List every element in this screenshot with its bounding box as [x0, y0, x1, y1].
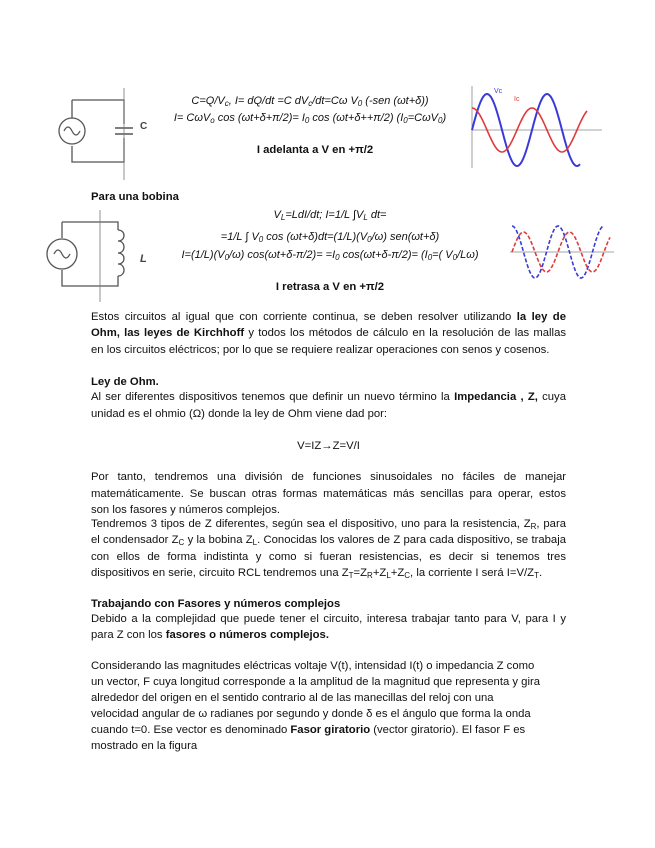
- bold-text: Trabajando con Fasores y números complejos: [91, 598, 341, 610]
- text-segment: =Z: [353, 567, 368, 579]
- text-segment: cuando t=0. Ese vector es denominado: [91, 724, 291, 736]
- text-segment: L: [252, 538, 258, 547]
- coil-waveform-graph: [504, 218, 614, 288]
- text-segment: =( V: [432, 249, 453, 261]
- text-segment: T: [348, 571, 354, 580]
- paragraph-line: [91, 566, 566, 583]
- text-segment: V: [273, 209, 281, 221]
- bold-text: la ley de: [516, 311, 566, 323]
- paragraph-line: [91, 659, 566, 673]
- text-segment: Debido a la complejidad que puede tener el circuito, interesa trabajar tanto para V, para I y: [91, 613, 566, 625]
- text-segment: Por tanto, tendremos una división de funciones sinusoidales no fáciles de manejar: [91, 471, 566, 483]
- text-segment: Tendremos 3 tipos de Z diferentes, según sea el dispositivo, uno para la resistencia, Z: [91, 518, 531, 530]
- capacitor-label: C: [140, 121, 148, 132]
- text-segment: (-sen (ωt+δ)): [362, 95, 429, 107]
- paragraph-line: [91, 723, 566, 737]
- coil-heading: [91, 190, 566, 204]
- text-segment: 0: [224, 253, 230, 262]
- paragraph-line: [91, 691, 566, 705]
- text-segment: 0: [427, 253, 433, 262]
- paragraph-line: [91, 470, 566, 484]
- paragraph-line: [91, 310, 566, 324]
- text-segment: mostrado en la figura: [91, 740, 198, 752]
- text-segment: Estos circuitos al igual que con corriente continua, se deben resolver utilizando: [91, 311, 517, 323]
- paragraph-line: [91, 628, 566, 642]
- text-segment: T: [534, 571, 539, 580]
- text-segment: (vector giratorio). El fasor F es: [370, 724, 526, 736]
- text-segment: velocidad angular de ω radianes por segundo y donde δ es el ángulo que forma la onda: [91, 708, 531, 720]
- text-segment: el condensador Z: [91, 534, 179, 546]
- text-segment: dispositivos en serie, circuito RCL tendremos una Z: [91, 567, 349, 579]
- text-segment: 0: [367, 235, 372, 244]
- section-heading-ohm: [91, 375, 566, 389]
- text-segment: cos (ωt+δ++π/2) (I: [309, 112, 404, 124]
- bold-text: Impedancia , Z,: [454, 391, 538, 403]
- text-segment: cos(ωt+δ-π/2)= (I: [339, 249, 428, 261]
- text-segment: 0: [258, 235, 264, 244]
- paragraph-line: [91, 675, 566, 689]
- text-segment: V=IZ→Z=V/I: [297, 440, 360, 452]
- text-segment: y la bobina Z: [184, 534, 253, 546]
- capacitor-waveform-graph: [462, 84, 602, 168]
- text-segment: , I= dQ/dt =C dV: [228, 95, 309, 107]
- text-segment: +Z: [390, 567, 405, 579]
- text-segment: =CωV: [407, 112, 438, 124]
- capacitor-equation-2: [150, 111, 470, 128]
- text-segment: c: [308, 99, 313, 108]
- capacitor-circuit-diagram: [52, 88, 162, 180]
- text-segment: cos (ωt+δ+π/2)= I: [214, 112, 305, 124]
- text-segment: C: [404, 571, 411, 580]
- text-segment: . Conocidas los valores de Z para cada dispositivo, se trabaja: [257, 534, 566, 546]
- text-segment: 0: [452, 253, 458, 262]
- capacitor-equation-1: [150, 94, 470, 111]
- graph-label-ic: Ic: [514, 96, 520, 103]
- coil-conclusion: [190, 280, 470, 294]
- bold-text: Fasor giratorio: [290, 724, 371, 736]
- text-segment: c: [224, 99, 229, 108]
- text-segment: para Z con los: [91, 629, 166, 641]
- paragraph-line: [91, 533, 566, 550]
- text-segment: unidad es el ohmio (Ω) donde la ley de Ohm viene dad por:: [91, 408, 388, 420]
- text-segment: , la corriente I será I=V/Z: [410, 567, 535, 579]
- text-segment: matemáticamente. Se buscan otras formas matemáticas más sencillas para operar, estos: [91, 488, 566, 500]
- graph-label-vc: Vc: [494, 88, 503, 95]
- text-segment: Considerando las magnitudes eléctricas voltaje V(t), intensidad I(t) o impedancia Z como: [91, 660, 535, 672]
- text-segment: 0: [357, 99, 363, 108]
- text-segment: Al ser diferentes dispositivos tenemos que definir un nuevo término la: [91, 391, 455, 403]
- text-segment: con ellos de forma indistinta y como si fueran resistencias, es decir si tenemos tres: [91, 551, 566, 563]
- bold-text: Ohm, las leyes de Kirchhoff: [91, 327, 245, 339]
- paragraph-line: [91, 612, 566, 626]
- paragraph-line: [91, 707, 566, 721]
- paragraph-line: [91, 503, 566, 517]
- paragraph-line: [91, 487, 566, 501]
- ohm-law-formula: [91, 439, 566, 453]
- paragraph-line: [91, 517, 566, 534]
- coil-circuit-diagram: [40, 210, 155, 302]
- bold-text: Ley de Ohm.: [91, 376, 159, 388]
- section-heading-phasors: [91, 597, 566, 611]
- text-segment: C: [178, 538, 185, 547]
- text-segment: 0: [304, 116, 310, 125]
- bold-text: I adelanta a V en +π/2: [256, 144, 374, 156]
- text-segment: R: [367, 571, 373, 580]
- bold-text: fasores o números complejos.: [165, 629, 329, 641]
- text-segment: I=(1/L)(V: [181, 249, 225, 261]
- text-segment: y todos los métodos de cálculo en la resolución de las mallas: [244, 327, 566, 339]
- paragraph-line: [91, 343, 566, 357]
- text-segment: R: [530, 522, 537, 531]
- text-segment: dt=: [367, 209, 387, 221]
- text-segment: 0: [403, 116, 408, 125]
- coil-equation-1: [180, 208, 480, 225]
- text-segment: /ω) sen(ωt+δ): [371, 231, 440, 243]
- text-segment: +Z: [372, 567, 387, 579]
- text-segment: ): [442, 112, 447, 124]
- text-segment: alrededor del origen en el sentido contrario al de las manecillas del reloj con una: [91, 692, 494, 704]
- paragraph-line: [91, 326, 566, 340]
- text-segment: /Lω): [457, 249, 479, 261]
- text-segment: cos (ωt+δ)dt=(1/L)(V: [263, 231, 368, 243]
- text-segment: /dt=Cω V: [312, 95, 358, 107]
- text-segment: L: [386, 571, 391, 580]
- paragraph-line: [91, 407, 566, 421]
- paragraph-line: [91, 390, 566, 404]
- text-segment: /ω) cos(ωt+δ-π/2)= =I: [229, 249, 336, 261]
- coil-label: L: [140, 253, 147, 265]
- bold-text: Para una bobina: [91, 191, 179, 203]
- text-segment: son los fasores y números complejos.: [91, 504, 280, 516]
- text-segment: 0: [438, 116, 443, 125]
- text-segment: en los circuitos eléctricos; por lo que se requiere realizar operaciones con senos y cosenos.: [91, 344, 550, 356]
- text-segment: L: [280, 213, 286, 222]
- text-segment: un vector, F cuya longitud corresponde a la amplitud de la magnitud que representa y gira: [91, 676, 541, 688]
- text-segment: =1/L ∫ V: [220, 231, 259, 243]
- text-segment: cuya: [537, 391, 566, 403]
- text-segment: o: [210, 116, 215, 125]
- coil-equation-3: [160, 248, 500, 265]
- paragraph-line: [91, 550, 566, 564]
- coil-equation-2: [180, 230, 480, 247]
- bold-text: I retrasa a V en +π/2: [275, 281, 385, 293]
- capacitor-conclusion: [170, 143, 460, 157]
- text-segment: C=Q/V: [191, 95, 225, 107]
- text-segment: , para: [536, 518, 566, 530]
- text-segment: I= CωV: [173, 112, 211, 124]
- text-segment: .: [538, 567, 543, 579]
- paragraph-line: [91, 739, 566, 753]
- text-segment: =LdI/dt; I=1/L ∫V: [285, 209, 364, 221]
- text-segment: L: [363, 213, 368, 222]
- text-segment: 0: [335, 253, 340, 262]
